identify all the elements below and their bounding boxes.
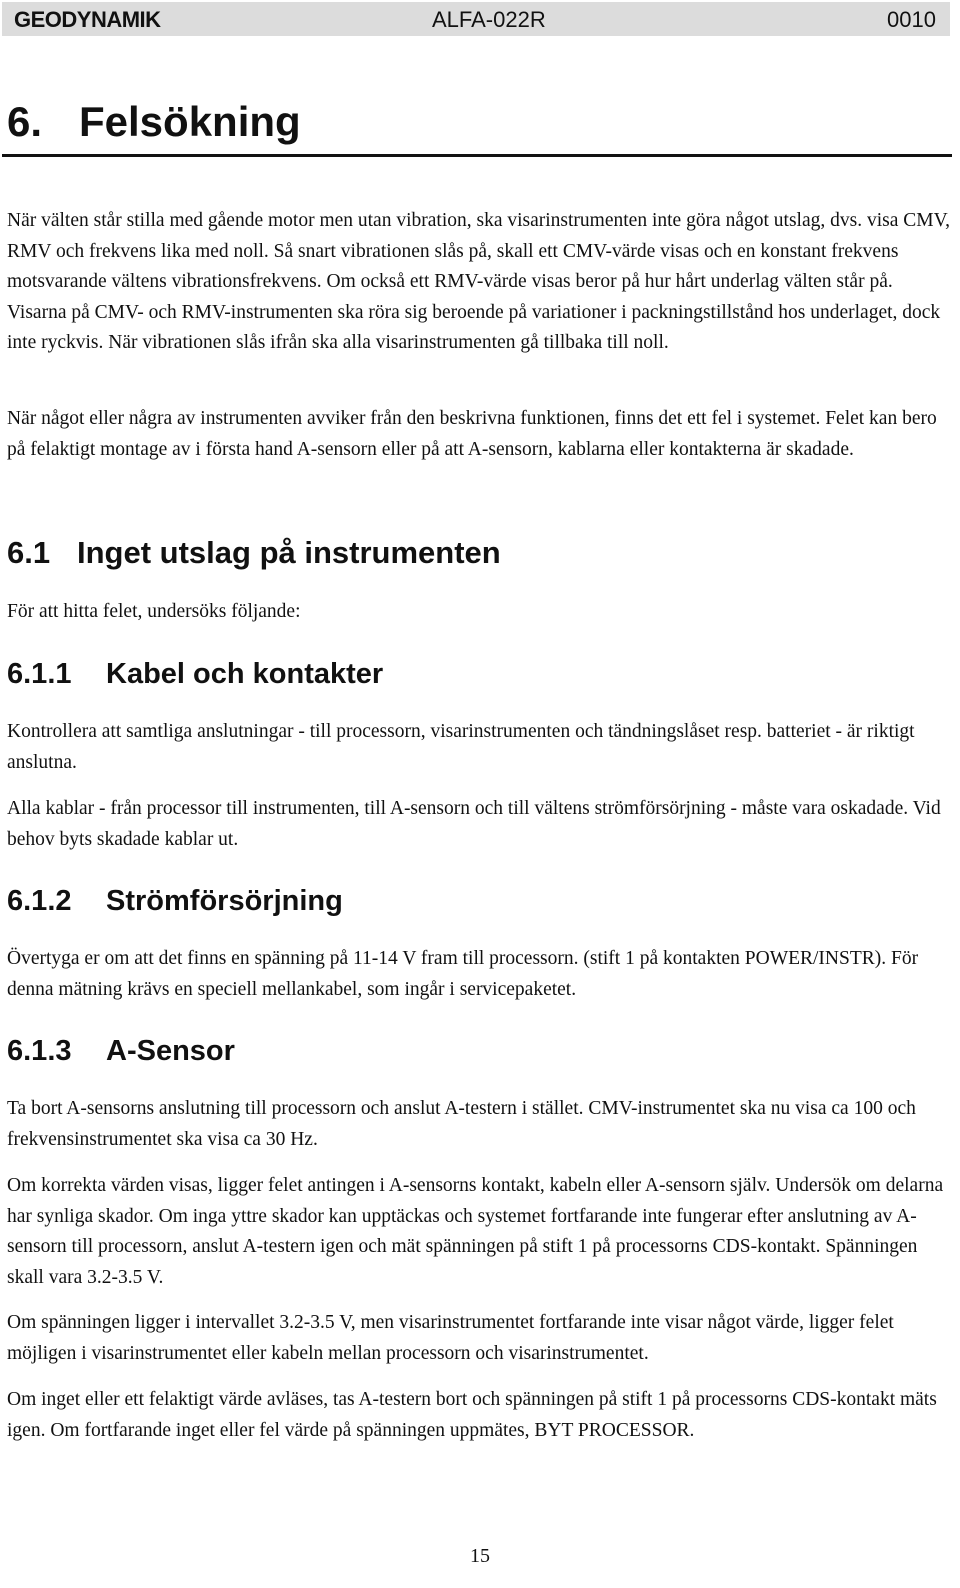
page-header bbox=[2, 2, 950, 36]
document-id: ALFA-022R bbox=[432, 7, 546, 32]
chapter-number: 6. bbox=[7, 98, 43, 145]
section-title: Strömförsörjning bbox=[106, 885, 343, 917]
document-number: 0010 bbox=[887, 7, 936, 32]
section-6-1-paragraph-1: För att hitta felet, undersöks följande: bbox=[7, 601, 301, 622]
section-6-1-2-paragraph-1: Övertyga er om att det finns en spänning på 11-14 V fram till processorn. (stift 1 på kontakten POWER/INSTR). För denna mätning krävs en speciell mellankabel, som ingår i servicepaketet. bbox=[7, 948, 919, 1000]
section-heading-6-1 bbox=[7, 533, 501, 573]
section-title: A-Sensor bbox=[106, 1035, 235, 1067]
chapter-title-text: Felsökning bbox=[79, 98, 301, 145]
section-title: Kabel och kontakter bbox=[106, 658, 384, 690]
section-number: 6.1.3 bbox=[7, 1035, 72, 1067]
section-6-1-3-paragraph-1: Ta bort A-sensorns anslutning till processorn och anslut A-testern i stället. CMV-instrumentet ska nu visa ca 100 och frekvensinstrumentet ska visa ca 30 Hz. bbox=[7, 1098, 916, 1150]
section-number: 6.1 bbox=[7, 535, 51, 570]
section-6-1-3-paragraph-2: Om korrekta värden visas, ligger felet antingen i A-sensorns kontakt, kabeln eller A-sensorn själv. Undersök om delarna har synliga skador. Om inga yttre skador kan upptäckas och systemet fortfarande inte fungerar efter anslutning av A-sensorn till processorn, anslut A-testern igen och mät spänningen på stift 1 på processorns CDS-kontakt. Spänningen skall vara 3.2-3.5 V. bbox=[7, 1175, 944, 1288]
section-6-1-1-paragraph-1: Kontrollera att samtliga anslutningar - till processorn, visarinstrumenten och tändningslåset resp. batteriet - är riktigt anslutna. bbox=[7, 721, 915, 773]
section-heading-6-1-3 bbox=[7, 1032, 235, 1070]
section-heading-6-1-2 bbox=[7, 882, 343, 920]
section-number: 6.1.2 bbox=[7, 885, 72, 917]
page-number: 15 bbox=[470, 1545, 490, 1567]
section-6-1-3-paragraph-4: Om inget eller ett felaktigt värde avläses, tas A-testern bort och spänningen på stift 1 på processorns CDS-kontakt mäts igen. Om fortfarande inget eller fel värde på spänningen uppmätes, BYT PROCESSOR. bbox=[7, 1389, 937, 1441]
intro-paragraph-1: När välten står stilla med gående motor men utan vibration, ska visarinstrumenten inte göra något utslag, dvs. visa CMV, RMV och frekvens lika med noll. Så snart vibrationen slås på, skall ett CMV-värde visas och en konstant frekvens motsvarande vältens vibrationsfrekvens. Om också ett RMV-värde visas beror på hur hårt underlag välten står på. Visarna på CMV- och RMV-instrumenten ska röra sig beroende på variationer i packningstillstånd hos underlaget, dock inte ryckvis. När vibrationen slås ifrån ska alla visarinstrumenten gå tillbaka till noll. bbox=[7, 210, 951, 353]
section-heading-6-1-1 bbox=[7, 655, 383, 693]
brand-name: GEODYNAMIK bbox=[14, 7, 161, 32]
section-6-1-3-paragraph-3: Om spänningen ligger i intervallet 3.2-3.5 V, men visarinstrumentet fortfarande inte visar något värde, ligger felet möjligen i visarinstrumentet eller kabeln mellan processorn och visarinstrumentet. bbox=[7, 1312, 894, 1364]
chapter-title bbox=[7, 96, 301, 148]
section-title: Inget utslag på instrumenten bbox=[77, 535, 501, 570]
section-6-1-1-paragraph-2: Alla kablar - från processor till instrumenten, till A-sensorn och till vältens strömförsörjning - måste vara oskadade. Vid behov byts skadade kablar ut. bbox=[7, 798, 941, 850]
section-number: 6.1.1 bbox=[7, 658, 72, 690]
chapter-divider bbox=[2, 154, 952, 157]
intro-paragraph-2: När något eller några av instrumenten avviker från den beskrivna funktionen, finns det ett fel i systemet. Felet kan bero på felaktigt montage av i första hand A-sensorn eller på att A-sensorn, kablarna eller kontakterna är skadade. bbox=[7, 408, 937, 460]
